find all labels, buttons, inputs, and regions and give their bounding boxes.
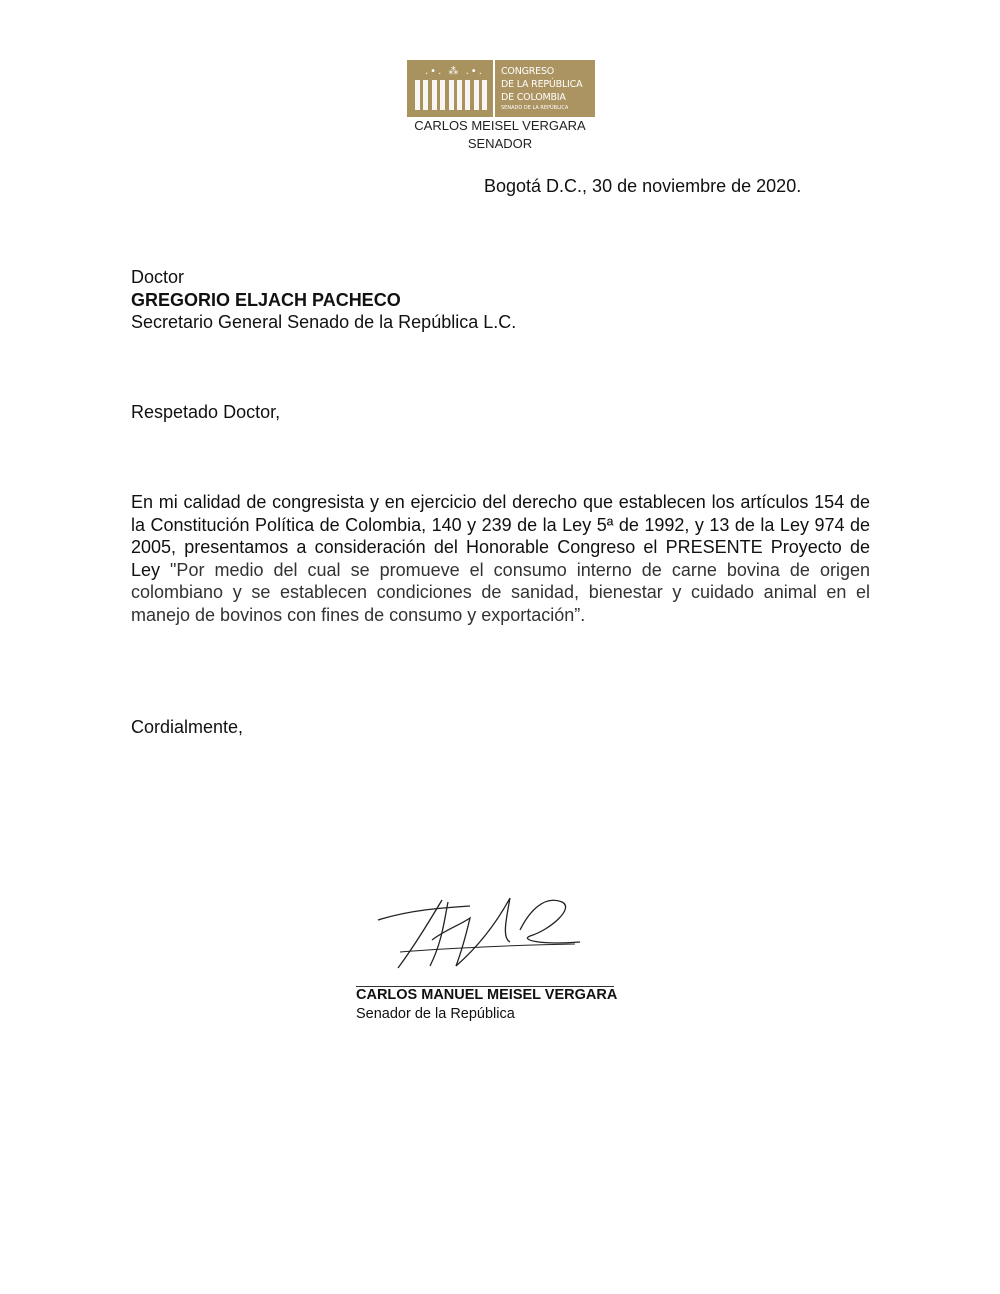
capitol-building-icon: .•. ⁂ .•. <box>407 60 493 117</box>
recipient-block <box>131 266 516 334</box>
logo-line-4: SENADO DE LA REPÚBLICA <box>501 105 569 111</box>
header-senator-role: SENADOR <box>467 136 533 151</box>
body-intro: En mi calidad de congresista y en ejercicio del derecho que establecen los artículos 154 de la Constitución Política de Colombia, 140 y 239 de la Ley 5ª de 1992, y 13 de la Ley 974 de 2005, presentamos a consideración del Honorable Congreso el PRESENTE Proyecto de Ley <box>131 492 870 580</box>
closing: Cordialmente, <box>131 717 244 737</box>
logo-wordmark <box>495 60 595 117</box>
logo-line-1: CONGRESO <box>501 66 555 77</box>
logo-line-2: DE LA REPÚBLICA <box>501 79 583 90</box>
body-paragraph <box>131 491 870 626</box>
congress-logo <box>407 60 595 117</box>
logo-line-3: DE COLOMBIA <box>501 92 566 103</box>
recipient-position: Secretario General Senado de la República L.C. <box>131 312 517 332</box>
letter-date: Bogotá D.C., 30 de noviembre de 2020. <box>484 176 802 196</box>
recipient-title: Doctor <box>131 267 185 287</box>
handwritten-signature <box>370 890 590 970</box>
recipient-name: GREGORIO ELJACH PACHECO <box>131 289 401 310</box>
header-senator-name: CARLOS MEISEL VERGARA <box>414 118 586 133</box>
signer-role: Senador de la República <box>356 1006 515 1022</box>
signer-name: CARLOS MANUEL MEISEL VERGARA <box>356 987 618 1003</box>
bill-title-quote: "Por medio del cual se promueve el consumo interno de carne bovina de origen colombiano y se establecen condiciones de sanidad, bienestar y cuidado animal en el manejo de bovinos con fines de consumo y exportación”. <box>131 559 870 625</box>
salutation: Respetado Doctor, <box>131 402 281 422</box>
